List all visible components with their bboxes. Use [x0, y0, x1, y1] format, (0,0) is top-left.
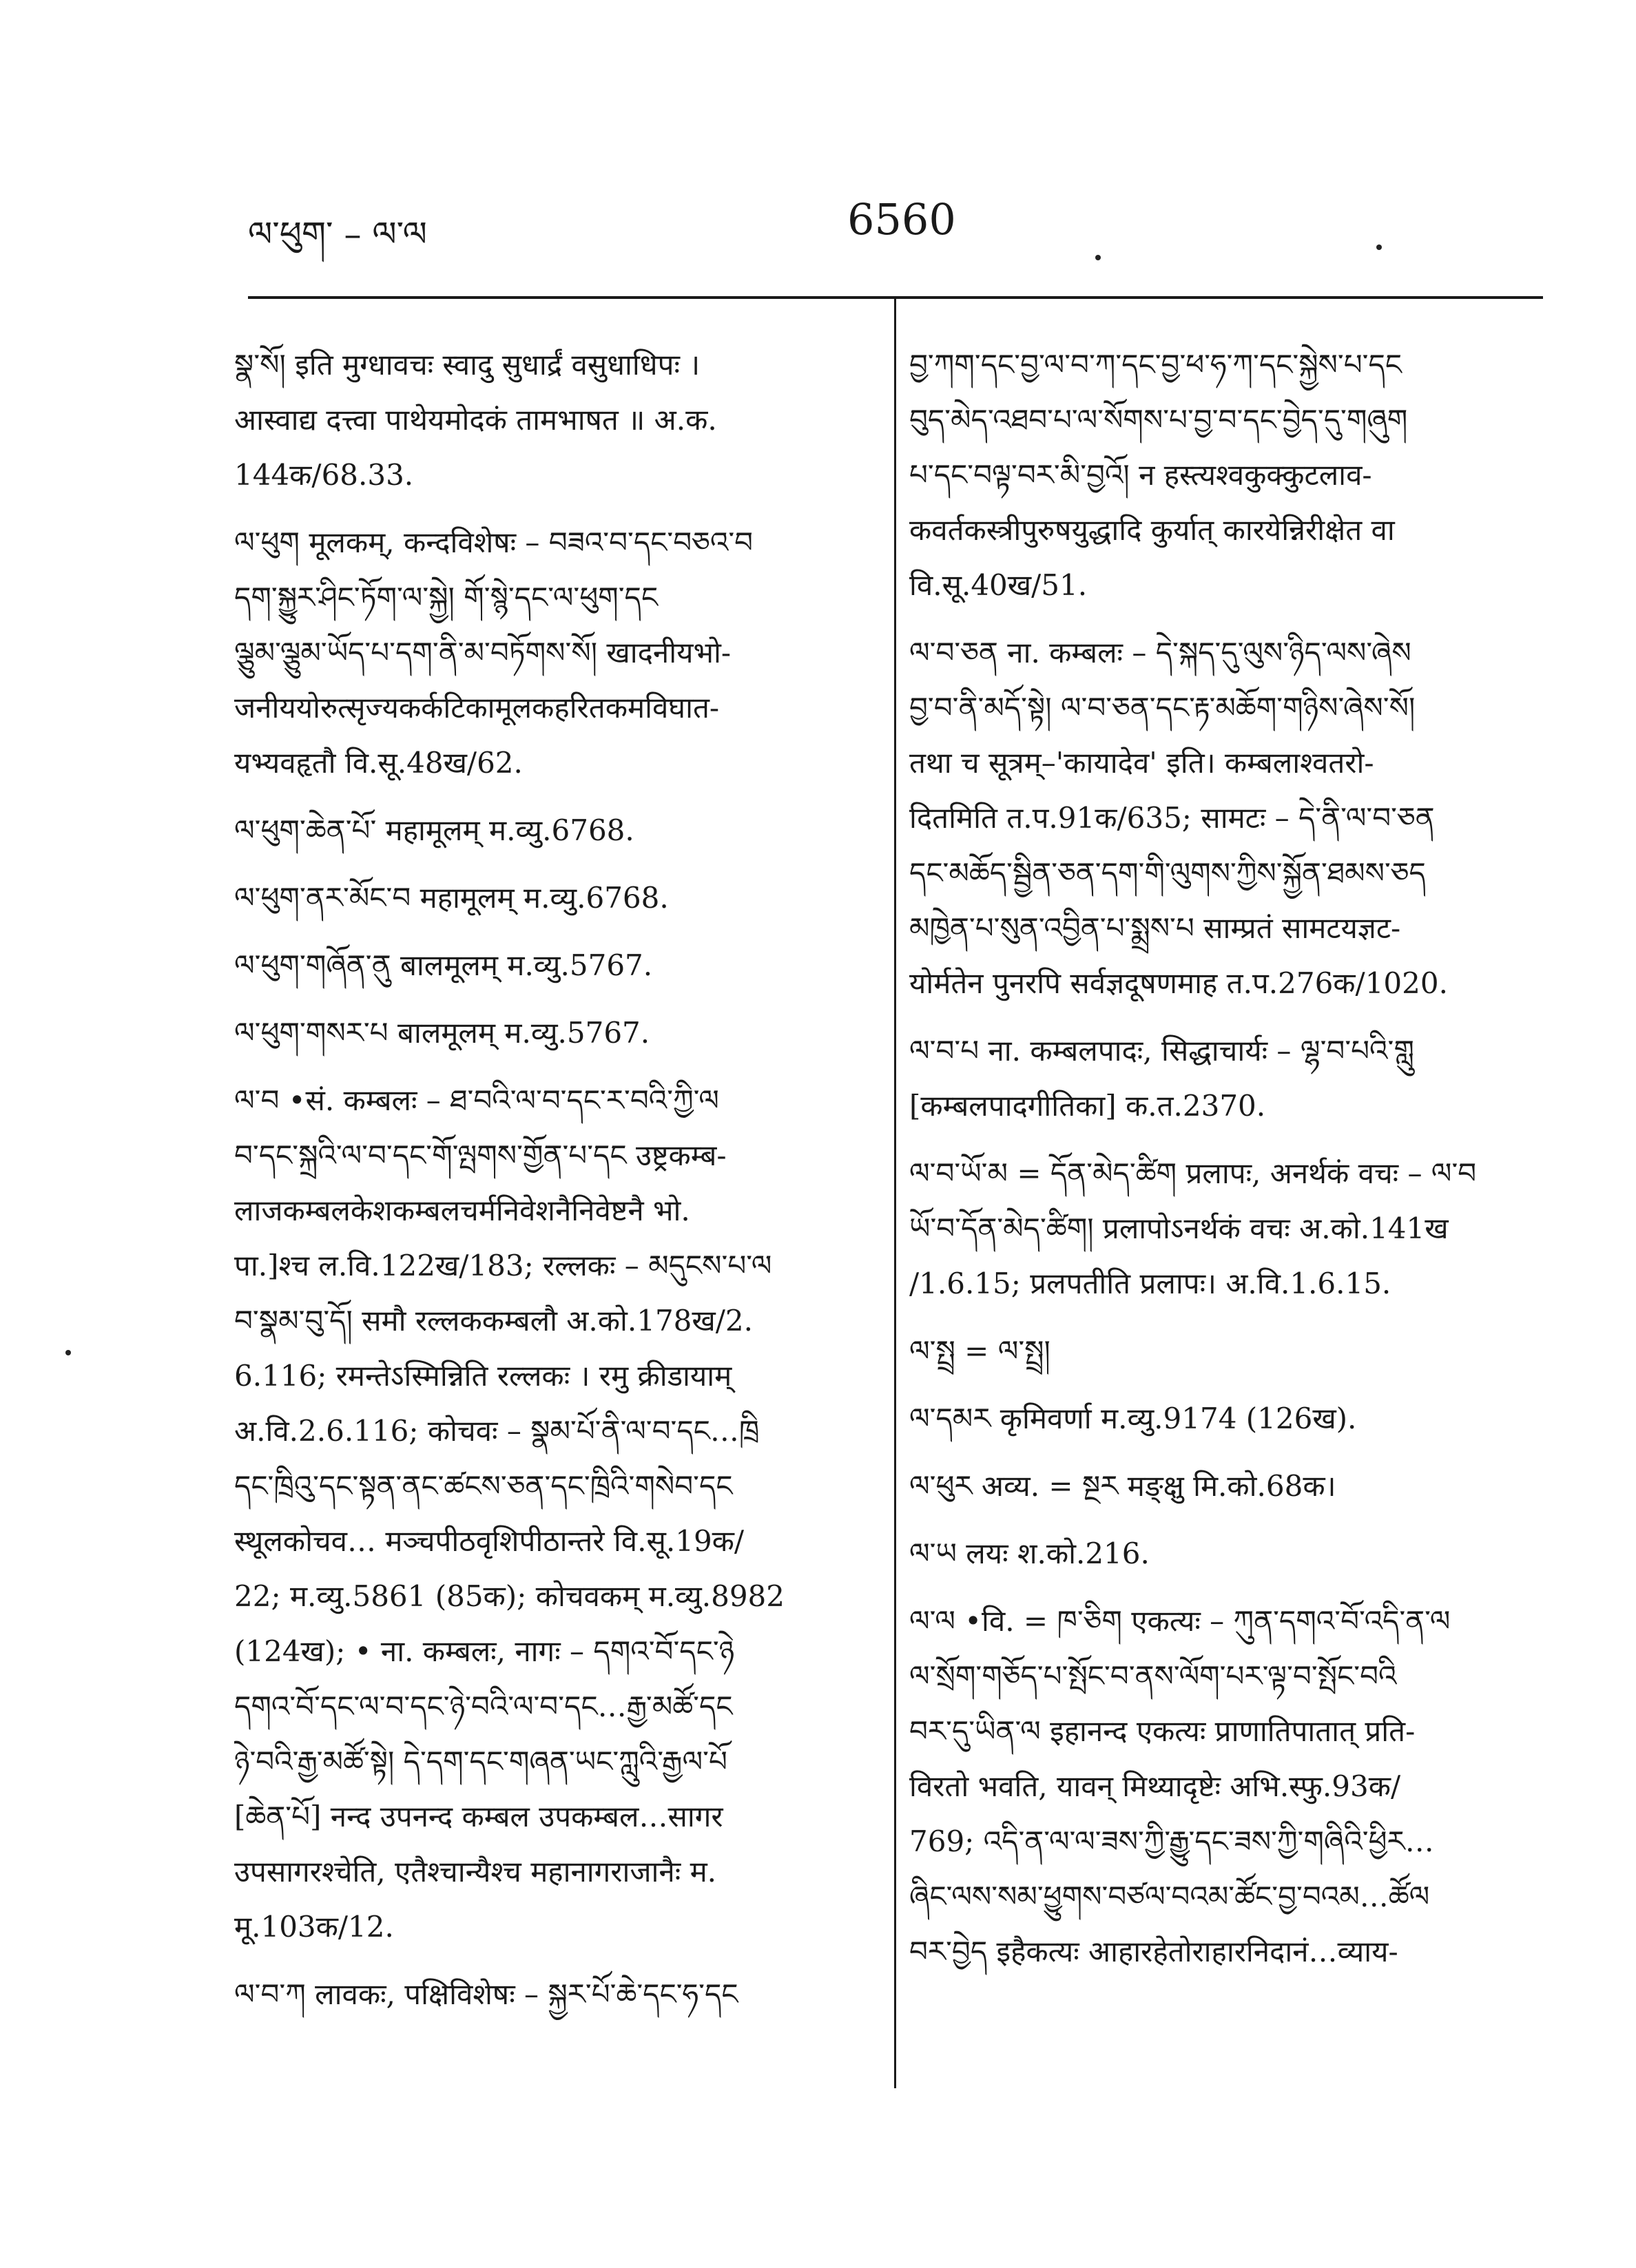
left-column — [234, 337, 868, 2035]
entry-line: ལ་ཕུར अव्य. = སྔར मङ्क्षु मि.को.68क। — [909, 1469, 1336, 1503]
entry-line: लाजकम्बलकेशकम्बलचर्मनिवेशनैनिवेष्टनै भो. — [234, 1194, 690, 1227]
dictionary-entry — [909, 337, 1529, 613]
entry-line: བར་དུ་ཡིན་ལ इहानन्द एकत्यः प्राणातिपातात् प्रति- — [909, 1714, 1416, 1748]
page-number: 6560 — [847, 194, 956, 245]
entry-line: उपसागरश्चेति, एतैश्चान्यैश्च महानागराजानैः म. — [234, 1855, 717, 1889]
right-column — [909, 337, 1529, 1992]
dictionary-entry — [909, 1324, 1529, 1379]
entry-line: ལ་སྲོག་གཅོད་པ་སྤོང་བ་ནས་ལོག་པར་ལྟ་བ་སྤོང་བའི — [909, 1659, 1397, 1693]
entry-line: पा.]श्च ल.वि.122ख/183; रल्लकः – མདུངས་པ་ལ — [234, 1249, 772, 1282]
speck-dot — [1376, 245, 1382, 250]
entry-line: བུད་མེད་འཐབ་པ་ལ་སོགས་པ་བྱ་བ་དང་བྱེད་དུ་གཞུག — [909, 403, 1408, 437]
dictionary-entry — [909, 625, 1529, 1011]
running-head: ལ་ཕུག་ – ལ་ལ — [248, 214, 427, 254]
entry-line: यभ्यवहृतौ वि.सू.48ख/62. — [234, 746, 523, 780]
dictionary-entry — [234, 871, 868, 926]
entry-line: अ.वि.2.6.116; कोचवः – སྣམ་པོ་ནི་ལ་བ་དང…ཁྲི — [234, 1414, 760, 1448]
entry-line: 769; འདི་ན་ལ་ལ་ཟས་ཀྱི་རྒྱུ་དང་ཟས་ཀྱི་གཞིའི་ཕྱིར… — [909, 1824, 1434, 1858]
entry-line: वि.सू.40ख/51. — [909, 568, 1088, 602]
entry-line: /1.6.15; प्रलपतीति प्रलापः। अ.वि.1.6.15. — [909, 1267, 1391, 1300]
dictionary-entry — [234, 1967, 868, 2022]
entry-line: दितमिति त.प.91क/635; सामटः – དེ་ནི་ལ་བ་ཅན — [909, 801, 1435, 835]
entry-line: 144क/68.33. — [234, 458, 414, 492]
entry-line: आस्वाद्य दत्त्वा पाथेयमोदकं तामभाषत ॥ अ.क. — [234, 403, 717, 437]
entry-line: བ་དང་སྐྲའི་ལ་བ་དང་གོ་ལྤགས་གྱོན་པ་དང उष्ट्रकम्ब- — [234, 1138, 727, 1172]
dictionary-entry — [234, 803, 868, 858]
entry-line: योर्मतेन पुनरपि सर्वज्ञदूषणमाह त.प.276क/1020. — [909, 966, 1448, 1000]
entry-line: དང་མཆོད་སྦྱིན་ཅན་དག་གི་ལུགས་ཀྱིས་སྐྱོན་ཐམས་ཅད — [909, 856, 1426, 890]
entry-line: ལ་ཕུག मूलकम्, कन्दविशेषः – བཟའ་བ་དང་བཅའ་བ — [234, 526, 754, 559]
dictionary-entry — [234, 1006, 868, 1061]
entry-line: ལ་ལ •वि. = ཁ་ཅིག एकत्यः – ཀུན་དགའ་བོ་འདི་ན་ལ — [909, 1604, 1451, 1638]
dictionary-entry — [234, 337, 868, 503]
entry-line: जनीययोरुत्सृज्यकर्कटिकामूलकहरितकमविघात- — [234, 691, 720, 725]
entry-line: མཁྱེན་པ་སུན་འབྱིན་པ་སྨྲས་པ साम्प्रतं सामटयज्ञट- — [909, 911, 1401, 945]
dictionary-entry — [909, 1146, 1529, 1311]
column-divider — [894, 298, 896, 2088]
entry-line: कवर्तकस्त्रीपुरुषयुद्धादि कुर्यात् कारयेन्निरीक्षेत वा — [909, 513, 1395, 547]
entry-line: मू.103क/12. — [234, 1910, 394, 1944]
entry-line: དགའ་བོ་དང་ལ་བ་དང་ཉེ་བའི་ལ་བ་དང…རྒྱ་མཚོ་དང — [234, 1689, 733, 1723]
entry-line: स्थूलकोचव… मञ्चपीठवृशिपीठान्तरे वि.सू.19क/ — [234, 1524, 745, 1558]
speck-dot — [1095, 255, 1101, 260]
entry-line: ཡོ་བ་དོན་མེད་ཚིག། प्रलापोऽनर्थकं वचः अ.को.141ख — [909, 1211, 1449, 1245]
entry-line: ལ་སྤྲ = ལ་སྤྲ། — [909, 1334, 1050, 1368]
entry-line: 6.116; रमन्तेऽस्मिन्निति रल्लकः । रमु क्रीडायाम् — [234, 1359, 732, 1393]
entry-line: तथा च सूत्रम्–'कायादेव' इति। कम्बलाश्वतरो- — [909, 746, 1374, 780]
dictionary-entry — [234, 1073, 868, 1955]
entry-line: དང་ཁྲིའུ་དང་སྟན་ནང་ཚངས་ཅན་དང་ཁྲིའི་གསེབ་དང — [234, 1469, 733, 1503]
dictionary-entry — [909, 1023, 1529, 1134]
dictionary-entry — [909, 1391, 1529, 1446]
entry-line: ལ་ཡ लयः श.को.216. — [909, 1537, 1150, 1570]
entry-line: ལྕུམ་ལྕུམ་ཡོད་པ་དག་ནི་མ་བཏོགས་སོ། खादनीयभो- — [234, 636, 732, 669]
entry-line: ཉེ་བའི་རྒྱ་མཚོ་སྟེ། དེ་དག་དང་གཞན་ཡང་ཀླུའི་རྒྱལ་པོ — [234, 1745, 727, 1778]
entry-line: [कम्बलपादगीतिका] क.त.2370. — [909, 1089, 1266, 1123]
entry-line: བྱ་བ་ནི་མདོ་སྟེ། ལ་བ་ཅན་དང་རྟ་མཆོག་གཉིས་ཞེས་སོ། — [909, 691, 1416, 725]
entry-line: སྣ་སོ། इति मुग्धावचः स्वादु सुधार्द्रं वसुधाधिपः । — [234, 348, 701, 382]
entry-line: བར་བྱེད इहैकत्यः आहारहेतोराहारनिदानं…व्याय- — [909, 1935, 1398, 1968]
entry-line: ལ་ཕུག་གཞོན་ནུ बालमूलम् म.व्यु.5767. — [234, 948, 653, 982]
entry-line: ལ་བ་པ ना. कम्बलपादः, सिद्धाचार्यः – ལྷ་བ་པའི་གླུ — [909, 1034, 1414, 1068]
entry-line: ལ་བ་ཅན ना. कम्बलः – དེ་སྐད་དུ་ལུས་ཉིད་ལས་ཞེས — [909, 636, 1411, 669]
entry-line: ལ་བ་ཡོ་མ = དོན་མེད་ཚིག प्रलापः, अनर्थकं वचः – ལ་བ — [909, 1156, 1477, 1190]
dictionary-entry — [234, 515, 868, 791]
dictionary-entry — [909, 1459, 1529, 1514]
entry-line: ལ་ཕུག་ཆེན་པོ་ महामूलम् म.व्यु.6768. — [234, 813, 634, 847]
entry-line: ལ་བ •सं. कम्बलः – ཐ་བའི་ལ་བ་དང་ར་བའི་ཀྱི་ལ — [234, 1083, 719, 1117]
dictionary-entry — [234, 938, 868, 993]
entry-line: པ་དང་བལྟ་བར་མི་བྱའོ། न हस्त्यश्वकुक्कुटलाव- — [909, 458, 1372, 492]
entry-line: དག་སྐྱུར་ཤིང་ཏོག་ལ་སྐྱེ། གོ་སྙེ་དང་ལ་ཕུག་དང — [234, 581, 659, 614]
entry-line: ཞིང་ལས་སམ་ཕྱུགས་བཙལ་བའམ་ཚོང་བྱ་བའམ…ཚོལ — [909, 1880, 1430, 1913]
entry-line: བ་སྣམ་བུ་དོ། समौ रल्लककम्बलौ अ.को.178ख/2. — [234, 1304, 753, 1338]
entry-line: ལ་དམར कृमिवर्णा म.व्यु.9174 (126ख). — [909, 1402, 1357, 1435]
entry-line: བྱ་ཀག་དང་བྱ་ལ་བ་ཀ་དང་བྱ་ཕ་ཧ་ཀ་དང་སྐྱེས་པ་དང — [909, 348, 1402, 382]
entry-line: ལ་བ་ཀ लावकः, पक्षिविशेषः – སྐྱར་པོ་ཆེ་དང་ཧ་དང — [234, 1977, 738, 2011]
entry-line: (124ख); • ना. कम्बलः, नागः – དགའ་བོ་དང་ཉེ — [234, 1634, 735, 1668]
entry-line: ལ་ཕུག་གསར་པ बालमूलम् म.व्यु.5767. — [234, 1016, 650, 1050]
entry-line: [ཆེན་པོ] नन्द उपनन्द कम्बल उपकम्बल…सागर — [234, 1800, 723, 1833]
entry-line: ལ་ཕུག་ནར་མོང་བ महामूलम् म.व्यु.6768. — [234, 881, 669, 915]
dictionary-entry — [909, 1594, 1529, 1979]
entry-line: 22; म.व्यु.5861 (85क); कोचवकम् म.व्यु.8982 — [234, 1579, 785, 1613]
entry-line: विरतो भवति, यावन् मिथ्यादृष्टेः अभि.स्फु.93क/ — [909, 1769, 1401, 1803]
dictionary-entry — [909, 1526, 1529, 1581]
speck-dot — [65, 1350, 71, 1355]
